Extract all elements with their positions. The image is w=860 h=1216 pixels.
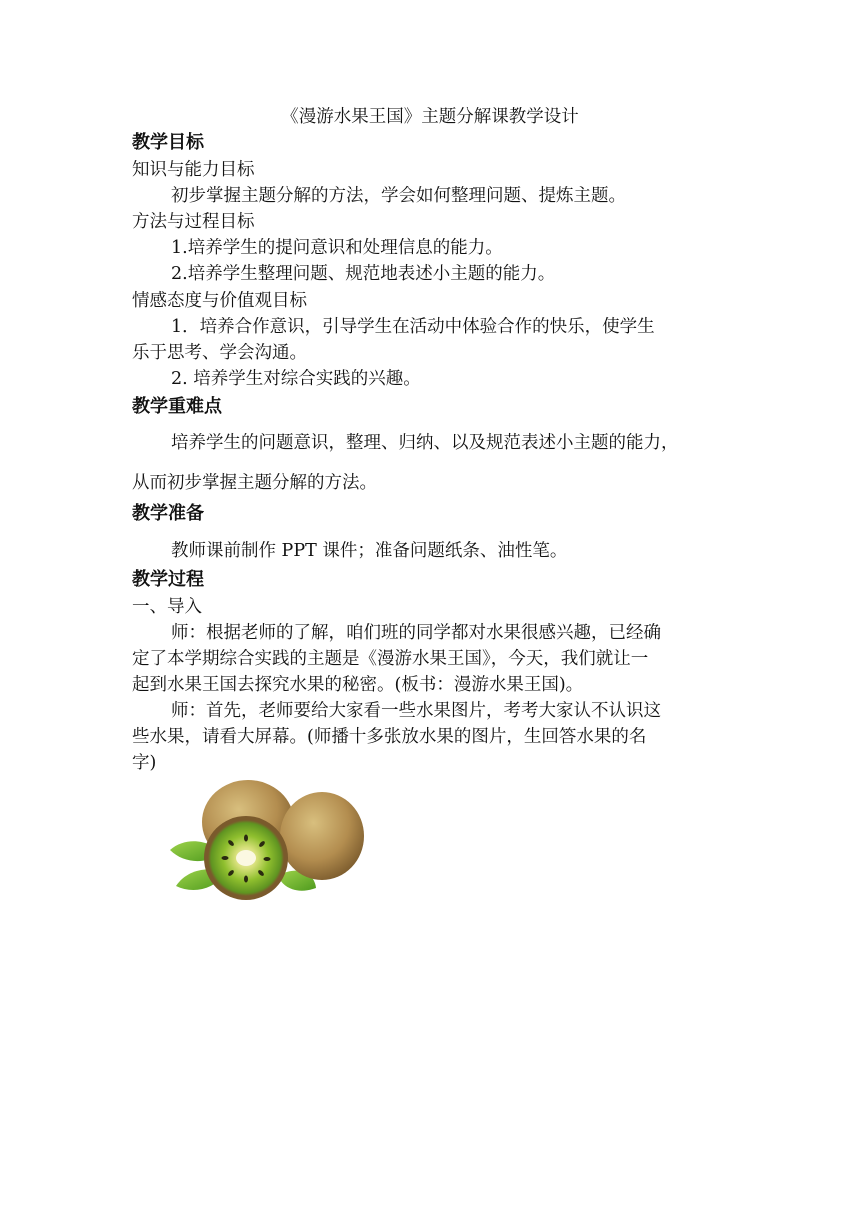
para2-line-1: 师：首先，老师要给大家看一些水果图片，考考大家认不认识这 (171, 701, 661, 721)
para2-line-3: 字) (132, 753, 157, 773)
knowledge-text: 初步掌握主题分解的方法，学会如何整理问题、提炼主题。 (171, 186, 626, 206)
difficulty-line-1: 培养学生的问题意识，整理、归纳、以及规范表述小主题的能力， (171, 433, 679, 453)
para1-line-2: 定了本学期综合实践的主题是《漫游水果王国》，今天，我们就让一 (132, 649, 649, 669)
method-item-1: 1.培养学生的提问意识和处理信息的能力。 (171, 238, 503, 258)
para2-line-2: 些水果，请看大屏幕。(师播十多张放水果的图片，生回答水果的名 (132, 727, 647, 747)
prep-text: 教师课前制作 PPT 课件；准备问题纸条、油性笔。 (171, 541, 568, 561)
emotion-item-1-line-1: 1．培养合作意识，引导学生在活动中体验合作的快乐，使学生 (171, 317, 655, 337)
difficulty-heading: 教学重难点 (132, 396, 222, 417)
intro-heading: 一、导入 (132, 597, 202, 617)
goals-heading: 教学目标 (132, 132, 204, 153)
para1-line-1: 师：根据老师的了解，咱们班的同学都对水果很感兴趣，已经确 (171, 623, 661, 643)
method-item-2: 2.培养学生整理问题、规范地表述小主题的能力。 (171, 264, 556, 284)
document-title: 《漫游水果王国》主题分解课教学设计 (281, 107, 579, 127)
emotion-heading: 情感态度与价值观目标 (132, 291, 307, 311)
para1-line-3: 起到水果王国去探究水果的秘密。(板书：漫游水果王国)。 (132, 675, 584, 695)
prep-heading: 教学准备 (132, 503, 204, 524)
method-heading: 方法与过程目标 (132, 212, 255, 232)
emotion-item-1-line-2: 乐于思考、学会沟通。 (132, 343, 307, 363)
knowledge-heading: 知识与能力目标 (132, 160, 255, 180)
emotion-item-2: 2. 培养学生对综合实践的兴趣。 (171, 369, 421, 389)
difficulty-line-2: 从而初步掌握主题分解的方法。 (132, 473, 377, 493)
process-heading: 教学过程 (132, 569, 204, 590)
kiwi-fruit-photo (166, 776, 372, 902)
